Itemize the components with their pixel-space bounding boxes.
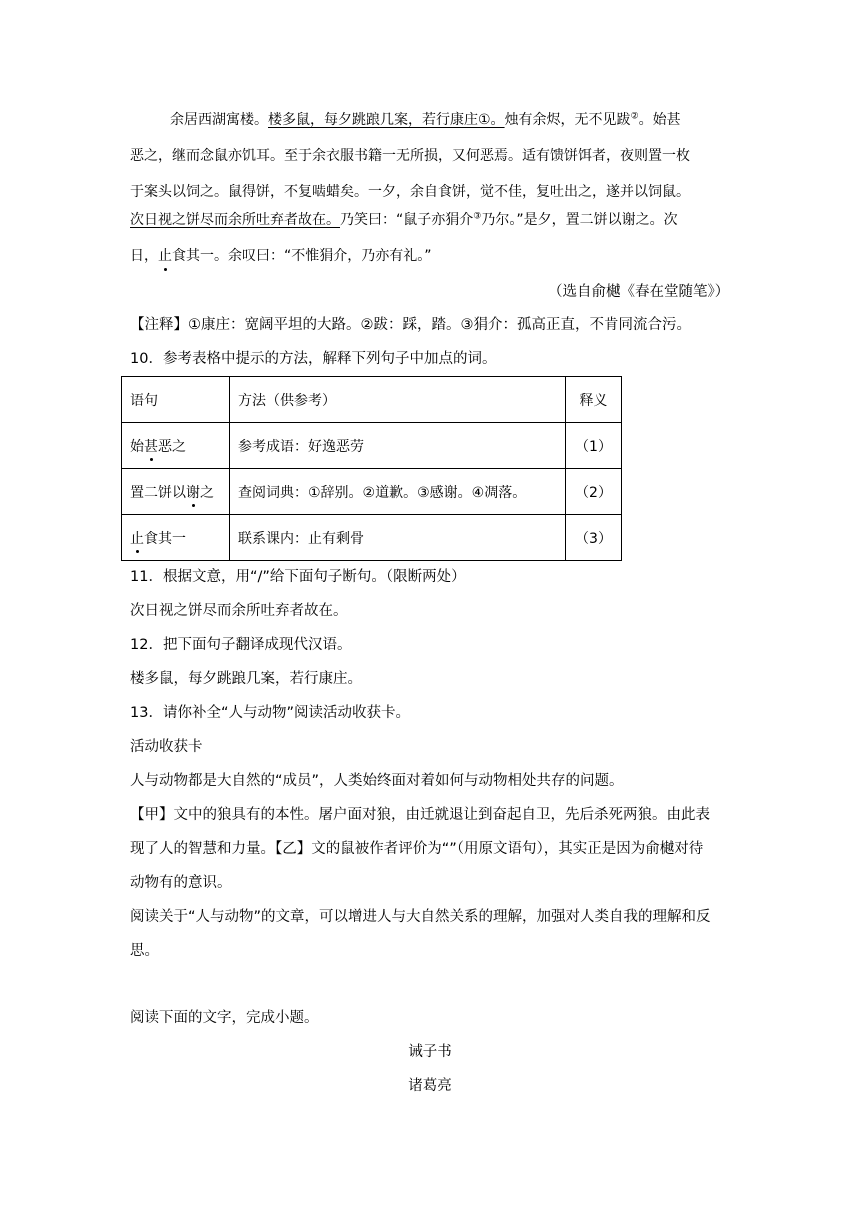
table-header-row [122, 377, 622, 423]
row-method: 联系课内：止有剩骨 [230, 515, 566, 561]
section-intro: 阅读下面的文字，完成小题。 [130, 1010, 319, 1026]
passage-text: 食其一。余叹曰：“不惟狷介，乃亦有礼。” [172, 248, 432, 264]
underlined-sentence: 次日视之饼尽而余所吐弃者故在。 [130, 212, 340, 228]
card-title: 活动收获卡 [130, 739, 203, 755]
section-title: 诫子书 [408, 1044, 452, 1060]
passage-text: 余居西湖寓楼。 [170, 112, 268, 128]
question-13-title: 13．请你补全“人与动物”阅读活动收获卡。 [130, 705, 410, 721]
row-sentence [122, 469, 230, 515]
passage-line-1 [170, 110, 681, 130]
question-11-title: 11．根据文意，用“/”给下面句子断句。（限断两处） [130, 569, 466, 585]
answer-blank[interactable]: （3） [566, 515, 622, 561]
row-sentence [122, 515, 230, 561]
passage-line-4 [130, 210, 678, 230]
dotted-word: 谢 [186, 482, 200, 502]
table-row [122, 423, 622, 469]
row-method: 查阅词典：①辞别。②道歉。③感谢。④凋落。 [230, 469, 566, 515]
question-11-sentence: 次日视之饼尽而余所吐弃者故在。 [130, 603, 348, 619]
source-citation: （选自俞樾《春在堂随笔》） [548, 284, 730, 300]
passage-text: 。始甚 [638, 112, 681, 128]
card-paragraph-1: 人与动物都是大自然的“成员”，人类始终面对着如何与动物相处共存的问题。 [130, 773, 624, 789]
dotted-word: 止 [130, 528, 144, 548]
card-paragraph-3-line-1: 阅读关于“人与动物”的文章，可以增进人与大自然关系的理解，加强对人类自我的理解和反 [130, 909, 711, 925]
underlined-sentence: 楼多鼠，每夕跳踉几案，若行康庄①。 [268, 112, 505, 128]
sentence-text: 之 [200, 484, 214, 501]
question-10-table [121, 376, 622, 561]
sentence-text: 恶之 [158, 438, 186, 455]
dotted-word: 甚 [144, 436, 158, 456]
table-row [122, 469, 622, 515]
header-method: 方法（供参考） [230, 377, 566, 423]
passage-line-5 [130, 246, 432, 266]
header-sentence: 语句 [122, 377, 230, 423]
answer-blank[interactable]: （1） [566, 423, 622, 469]
row-method: 参考成语：好逸恶劳 [230, 423, 566, 469]
card-paragraph-2-line-1: 【甲】文中的狼具有的本性。屠户面对狼，由迁就退让到奋起自卫，先后杀死两狼。由此表 [130, 807, 710, 823]
row-sentence [122, 423, 230, 469]
card-paragraph-2-line-2: 现了人的智慧和力量。【乙】文的鼠被作者评价为“”（用原文语句），其实正是因为俞樾对待 [130, 841, 704, 857]
sentence-text: 食其一 [144, 530, 186, 547]
dotted-word: 止 [158, 248, 172, 264]
question-12-title: 12．把下面句子翻译成现代汉语。 [130, 637, 352, 653]
passage-line-2: 恶之，继而念鼠亦饥耳。至于余衣服书籍一无所损，又何恶焉。适有馈饼饵者，夜则置一枚 [130, 148, 690, 164]
annotation-notes: 【注释】①康庄：宽阔平坦的大路。②跋：踩，踏。③狷介：孤高正直，不肯同流合污。 [130, 317, 691, 333]
sentence-text: 置二饼以 [130, 484, 186, 501]
note-marker: ③ [473, 211, 482, 222]
passage-line-3: 于案头以饲之。鼠得饼，不复啮蜡矣。一夕，余自食饼，觉不佳，复吐出之，遂并以饲鼠。 [130, 184, 690, 200]
sentence-text: 始 [130, 438, 144, 455]
header-meaning: 释义 [566, 377, 622, 423]
note-marker: ② [630, 111, 639, 122]
card-paragraph-3-line-2: 思。 [130, 943, 159, 959]
passage-text: 日， [130, 248, 158, 264]
passage-text: 烛有余烬，无不见跋 [504, 112, 631, 128]
section-author: 诸葛亮 [408, 1078, 452, 1094]
question-12-sentence: 楼多鼠，每夕跳踉几案，若行康庄。 [130, 671, 362, 687]
answer-blank[interactable]: （2） [566, 469, 622, 515]
card-paragraph-2-line-3: 动物有的意识。 [130, 875, 232, 891]
question-10-title: 10．参考表格中提示的方法，解释下列句子中加点的词。 [130, 351, 497, 367]
table-row [122, 515, 622, 561]
passage-text: 乃笑曰：“鼠子亦狷介 [340, 212, 474, 228]
passage-text: 乃尔。”是夕，置二饼以谢之。次 [481, 212, 678, 228]
